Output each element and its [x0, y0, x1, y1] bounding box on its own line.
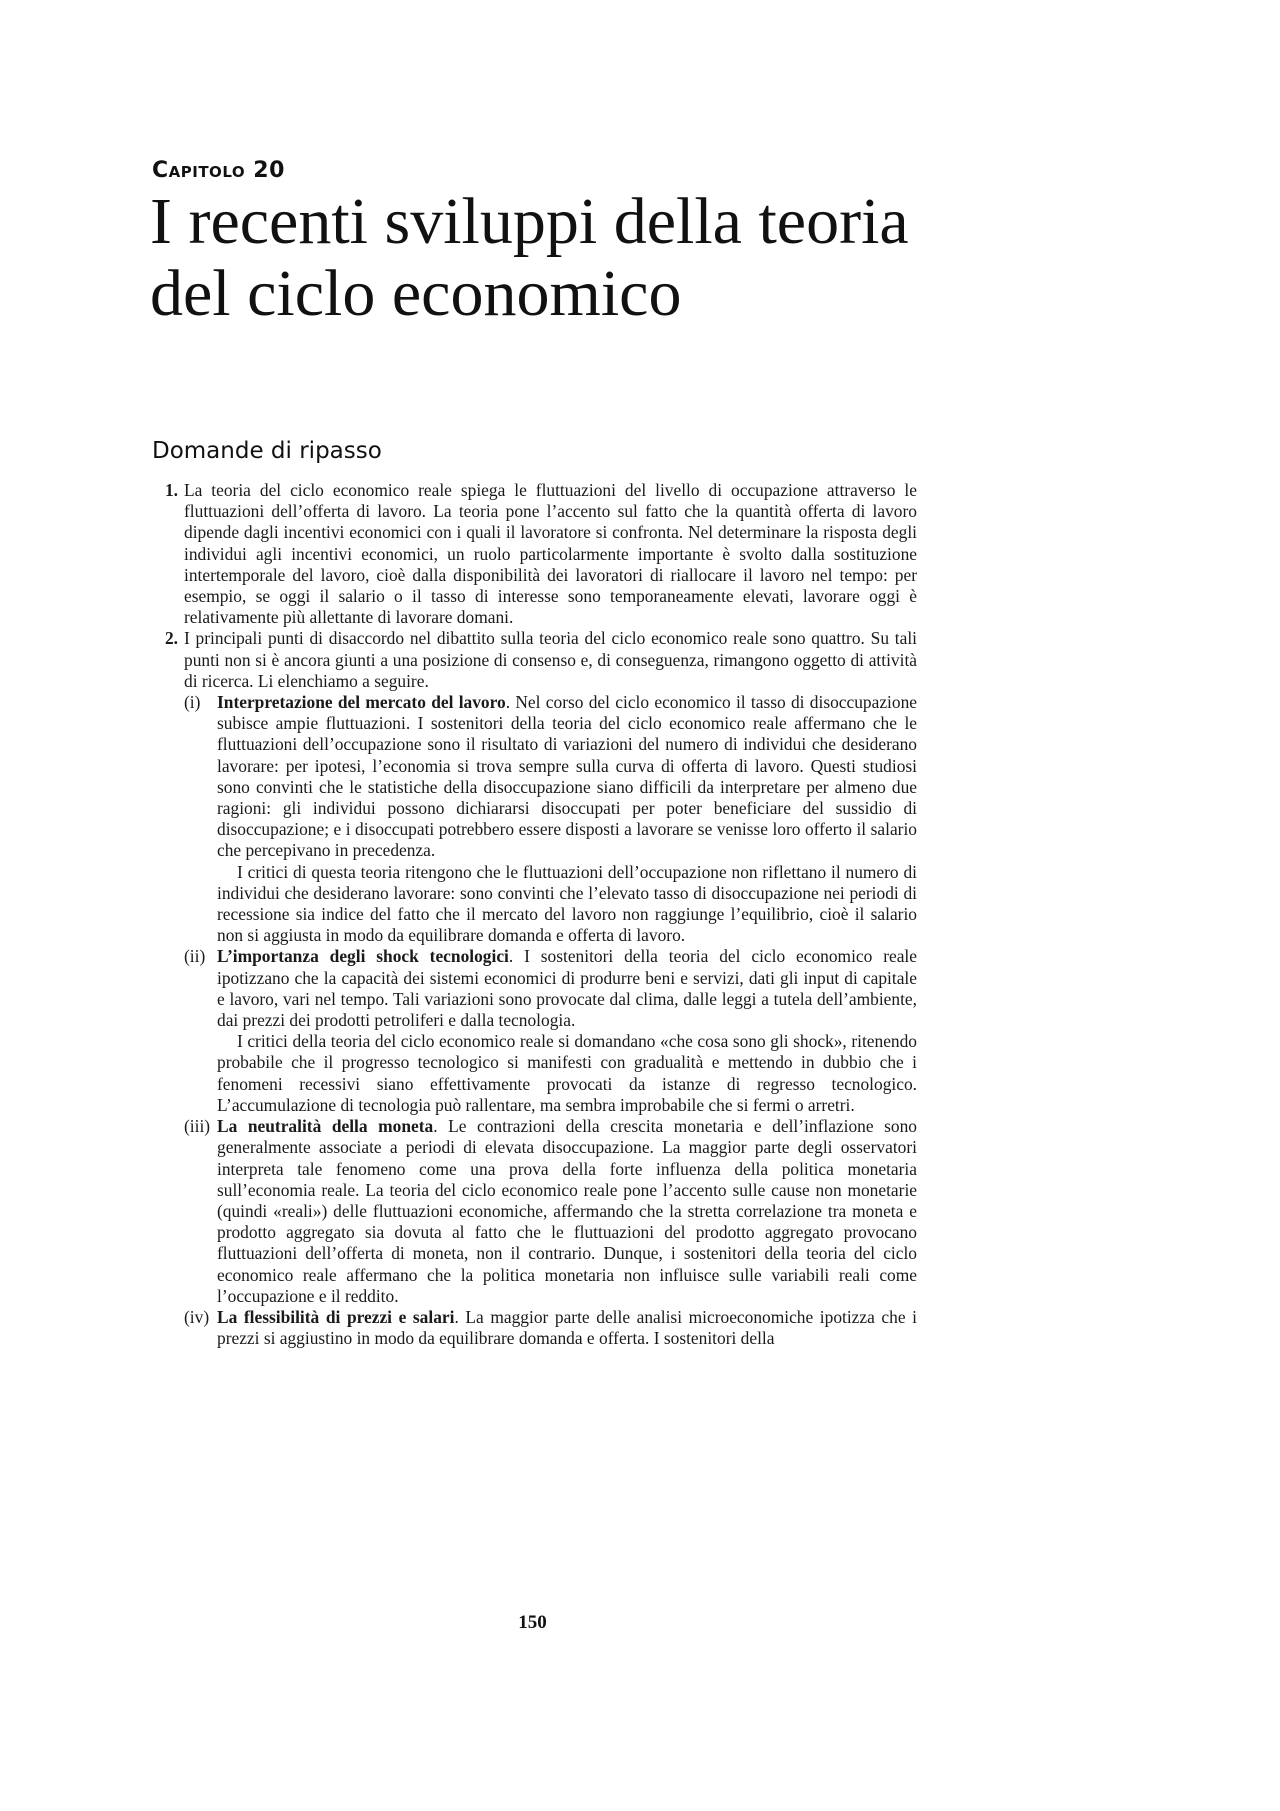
sub-item-number: (iii) [184, 1116, 211, 1137]
question-number: 2. [164, 628, 178, 649]
section-heading: Domande di ripasso [152, 438, 382, 464]
sub-item-number: (i) [184, 692, 201, 713]
sub-item-iii [184, 1116, 917, 1307]
sub-item-text: . I sostenitori della teoria del ciclo economico reale ipotizzano che la capacità dei sistemi economici di produrre beni e servizi, dati gli input di capitale e lavoro, vari nel tempo. Tali variazioni sono provocate dal clima, dalle leggi a tutela dell’ambiente, dai prezzi dei prodotti petroliferi e dalla tecnologia. [217, 946, 917, 1031]
sub-item-term: Interpretazione del mercato del lavoro [217, 692, 506, 713]
sub-item-ii [184, 946, 917, 1116]
sub-item-text: . Nel corso del ciclo economico il tasso di disoccupazione subisce ampie fluttuazioni. I sostenitori della teoria del ciclo economico reale affermano che le fluttuazioni dell’occupazione sono il risultato di variazioni del numero di individui che desiderano lavorare: per ipotesi, l’economia si trova sempre sulla curva di offerta di lavoro. Questi studiosi sono convinti che le statistiche della disoccupazione siano difficili da interpretare per almeno due ragioni: gli individui possono dichiararsi disoccupati per poter beneficiare del sussidio di disoccupazione; e i disoccupati potrebbero essere disposti a lavorare se venisse loro offerto il salario che percepivano in precedenza. [217, 692, 917, 861]
sub-item-text-continued: I critici di questa teoria ritengono che le fluttuazioni dell’occupazione non riflettano il numero di individui che desiderano lavorare: sono convinti che l’elevato tasso di disoccupazione nei periodi di recessione sia indice del fatto che il mercato del lavoro non raggiunge l’equilibrio, cioè il salario non si aggiusta in modo da equilibrare domanda e offerta di lavoro. [217, 861, 917, 946]
sub-item-term: La flessibilità di prezzi e salari [217, 1306, 455, 1327]
sub-item-iv [184, 1307, 917, 1349]
question-text: La teoria del ciclo economico reale spiega le fluttuazioni del livello di occupazione attraverso le fluttuazioni dell’offerta di lavoro. La teoria pone l’accento sul fatto che la quantità offerta di lavoro dipende dagli incentivi economici con i quali il lavoratore si confronta. Nel determinare la risposta degli individui agli incentivi economici, un ruolo particolarmente importante è svolto dalla sostituzione intertemporale del lavoro, cioè dalla disponibilità dei lavoratori di riallocare il lavoro nel tempo: per esempio, se oggi il salario o il tasso di interesse sono temporaneamente elevati, lavorare oggi è relativamente più allettante di lavorare domani. [184, 480, 917, 628]
question-2 [152, 628, 917, 692]
sub-item-number: (ii) [184, 946, 206, 967]
question-text: I principali punti di disaccordo nel dibattito sulla teoria del ciclo economico reale sono quattro. Su tali punti non si è ancora giunti a una posizione di consenso e, di conseguenza, rimangono oggetto di attività di ricerca. Li elenchiamo a seguire. [184, 628, 917, 691]
sub-item-term: La neutralità della moneta [217, 1116, 434, 1137]
sub-item-text-continued: I critici della teoria del ciclo economico reale si domandano «che cosa sono gli shock», ritenendo probabile che il progresso tecnologico si manifesti con gradualità e mettendo in dubbio che i fenomeni recessivi siano effettivamente provocati da istanze di regresso tecnologico. L’accumulazione di tecnologia può rallentare, ma sembra improbabile che si fermi o arretri. [217, 1031, 917, 1115]
review-questions [152, 480, 917, 1349]
sub-item-text: . La maggior parte delle analisi microeconomiche ipotizza che i prezzi si aggiustino in modo da equilibrare domanda e offerta. I sostenitori della [217, 1306, 917, 1349]
sub-item-i [184, 692, 917, 946]
sub-item-number: (iv) [184, 1306, 210, 1327]
page-number: 150 [518, 1612, 547, 1633]
chapter-number: 20 [253, 158, 285, 183]
chapter-label-prefix: Capitolo [152, 158, 246, 183]
chapter-label [152, 158, 285, 183]
chapter-title: I recenti sviluppi della teoria del ciclo economico [150, 185, 909, 330]
question-number: 1. [164, 480, 178, 500]
sub-item-term: L’importanza degli shock tecnologici [217, 946, 509, 967]
sub-item-text: . Le contrazioni della crescita monetaria e dell’inflazione sono generalmente associate a periodi di elevata disoccupazione. La maggior parte degli osservatori interpreta tale fenomeno come una prova della forte influenza della politica monetaria sull’economia reale. La teoria del ciclo economico reale pone l’accento sulle cause non monetarie (quindi «reali») delle fluttuazioni economiche, affermando che la stretta correlazione tra moneta e prodotto aggregato sia dovuta al fatto che le fluttuazioni del prodotto aggregato provocano fluttuazioni dell’offerta di moneta, non il contrario. Dunque, i sostenitori della teoria del ciclo economico reale affermano che la politica monetaria non influisce sulle variabili reali come l’occupazione e il reddito. [217, 1116, 917, 1306]
question-1 [152, 480, 917, 628]
